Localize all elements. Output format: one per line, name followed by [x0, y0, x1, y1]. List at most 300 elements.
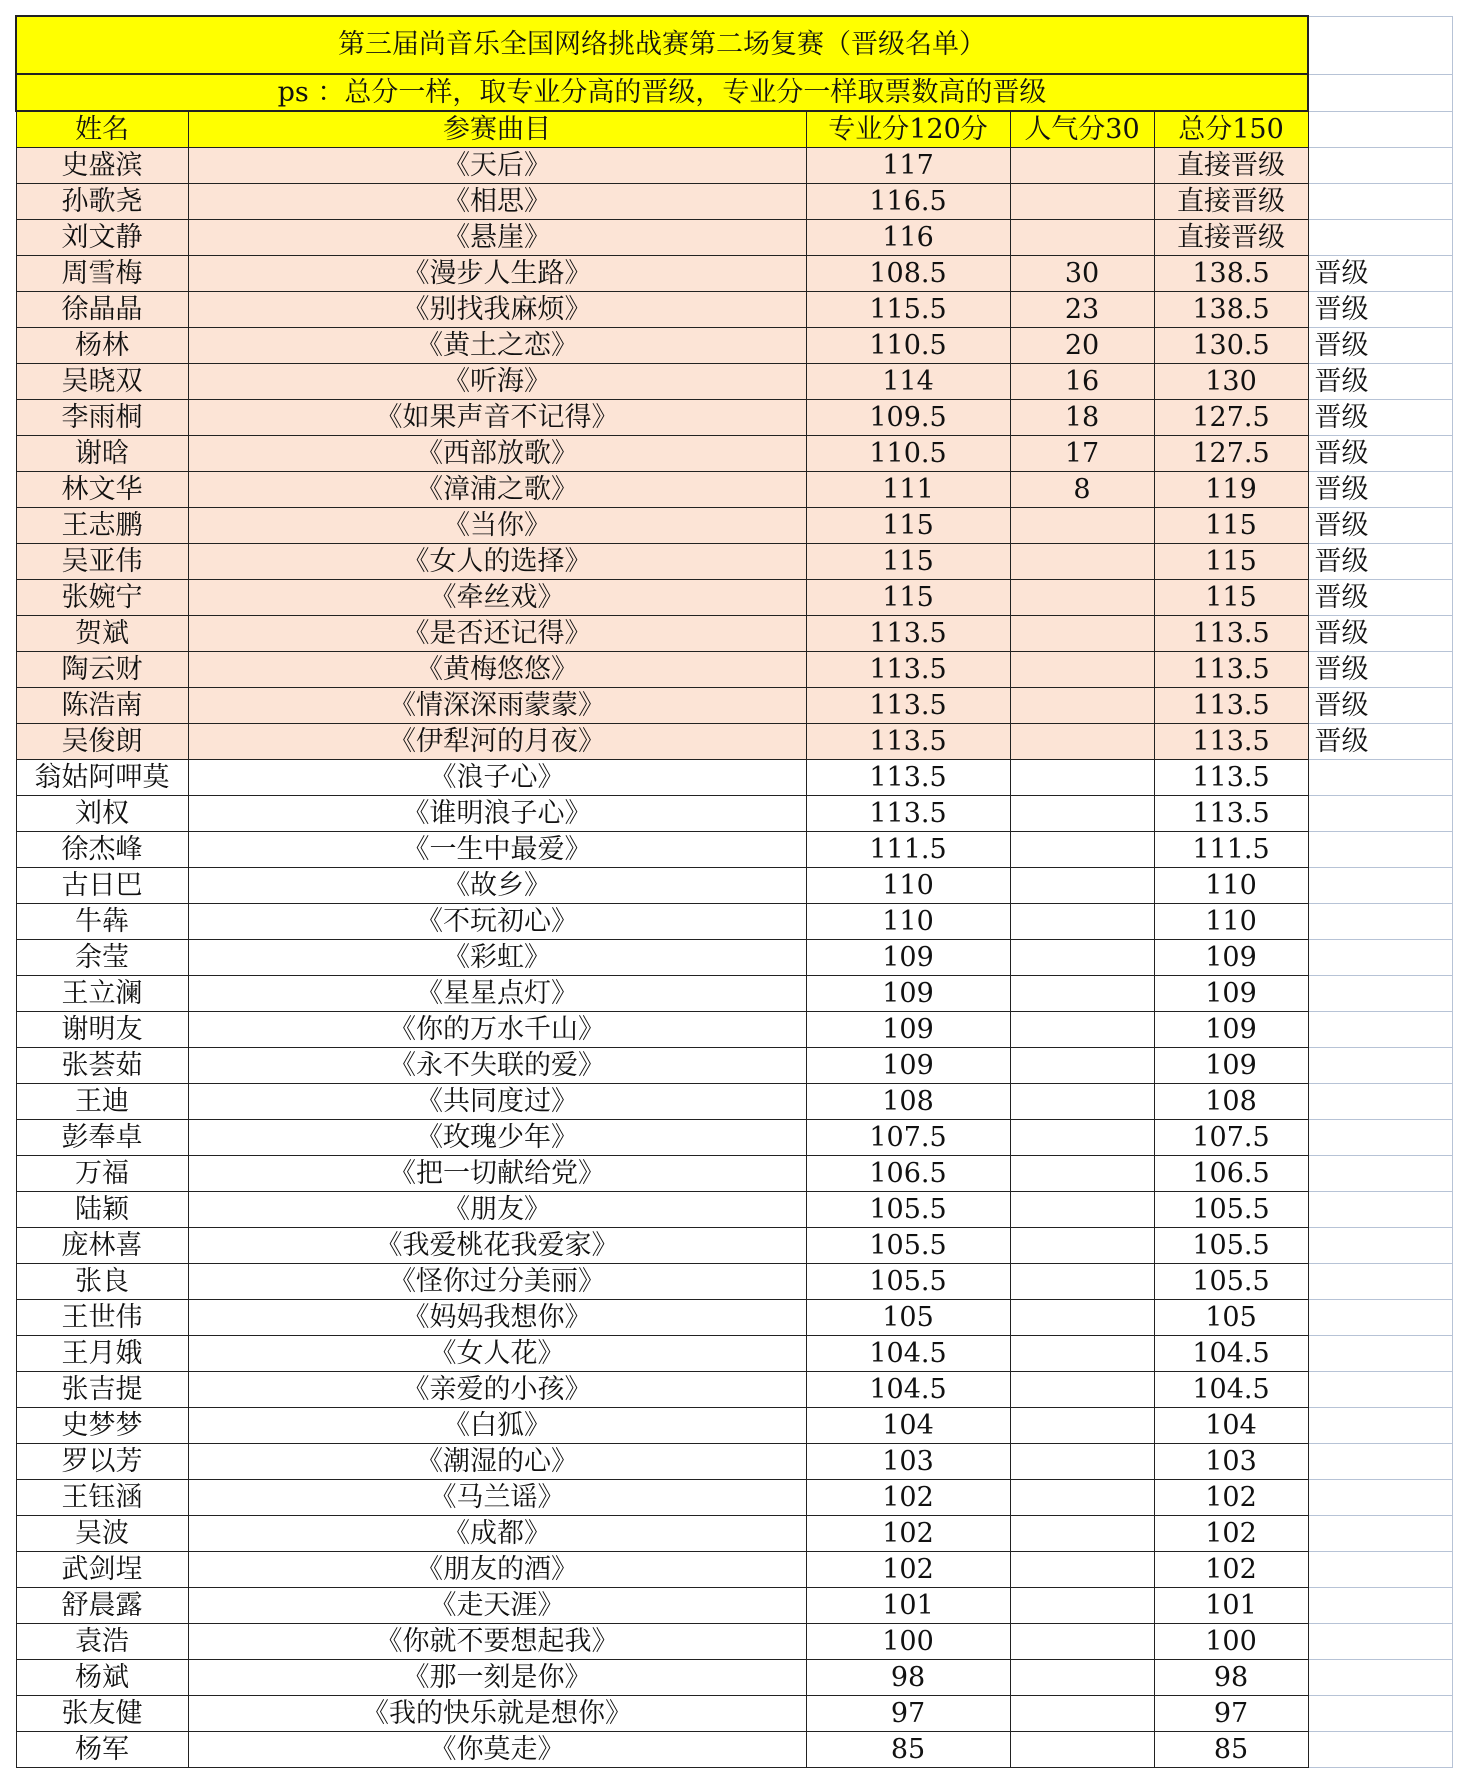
cell-song[interactable]: 《天后》 [188, 148, 806, 184]
cell-total[interactable]: 108 [1154, 1084, 1308, 1120]
cell-pop-score[interactable]: 18 [1010, 400, 1154, 436]
cell-total[interactable]: 85 [1154, 1732, 1308, 1768]
cell-status[interactable] [1308, 1264, 1452, 1300]
cell-status[interactable]: 晋级 [1308, 436, 1452, 472]
table-row [16, 256, 1452, 292]
cell-total[interactable]: 105.5 [1154, 1228, 1308, 1264]
cell-pro-score[interactable]: 109 [806, 976, 1010, 1012]
cell-status[interactable] [1308, 1192, 1452, 1228]
cell-total[interactable]: 130.5 [1154, 328, 1308, 364]
cell-status[interactable] [1308, 1156, 1452, 1192]
table-row [16, 1552, 1452, 1588]
col-header-song[interactable]: 参赛曲目 [188, 111, 806, 148]
cell-status[interactable]: 晋级 [1308, 580, 1452, 616]
cell-total[interactable]: 103 [1154, 1444, 1308, 1480]
cell-status[interactable]: 晋级 [1308, 544, 1452, 580]
cell-song[interactable]: 《怪你过分美丽》 [188, 1264, 806, 1300]
cell-song[interactable]: 《漳浦之歌》 [188, 472, 806, 508]
cell-pro-score[interactable]: 110.5 [806, 328, 1010, 364]
cell-name[interactable]: 刘权 [16, 796, 188, 832]
cell-total[interactable]: 113.5 [1154, 688, 1308, 724]
cell-status[interactable] [1308, 1048, 1452, 1084]
cell-name[interactable]: 万福 [16, 1156, 188, 1192]
cell-pop-score[interactable] [1010, 868, 1154, 904]
cell-name[interactable]: 王迪 [16, 1084, 188, 1120]
cell-name[interactable]: 史梦梦 [16, 1408, 188, 1444]
cell-name[interactable]: 王志鹏 [16, 508, 188, 544]
cell-song[interactable]: 《你的万水千山》 [188, 1012, 806, 1048]
cell-pop-score[interactable] [1010, 220, 1154, 256]
cell-total[interactable]: 102 [1154, 1516, 1308, 1552]
cell-pop-score[interactable]: 23 [1010, 292, 1154, 328]
cell-pro-score[interactable]: 107.5 [806, 1120, 1010, 1156]
cell-status[interactable] [1308, 796, 1452, 832]
cell-total[interactable]: 109 [1154, 940, 1308, 976]
rule-note[interactable]: ps ：总分一样，取专业分高的晋级，专业分一样取票数高的晋级 [16, 74, 1308, 111]
table-row [16, 832, 1452, 868]
cell-pro-score[interactable]: 105.5 [806, 1192, 1010, 1228]
cell-song[interactable]: 《走天涯》 [188, 1588, 806, 1624]
cell-status[interactable]: 晋级 [1308, 472, 1452, 508]
cell-pro-score[interactable]: 102 [806, 1516, 1010, 1552]
cell-status[interactable] [1308, 976, 1452, 1012]
cell-pop-score[interactable]: 30 [1010, 256, 1154, 292]
table-row [16, 1336, 1452, 1372]
cell-song[interactable]: 《马兰谣》 [188, 1480, 806, 1516]
cell-song[interactable]: 《你就不要想起我》 [188, 1624, 806, 1660]
cell-total[interactable]: 115 [1154, 580, 1308, 616]
cell-pop-score[interactable] [1010, 1588, 1154, 1624]
empty-cell[interactable] [1308, 16, 1452, 74]
cell-pro-score[interactable]: 111 [806, 472, 1010, 508]
cell-name[interactable]: 陆颖 [16, 1192, 188, 1228]
cell-status[interactable] [1308, 1516, 1452, 1552]
cell-song[interactable]: 《共同度过》 [188, 1084, 806, 1120]
cell-pop-score[interactable] [1010, 148, 1154, 184]
empty-cell[interactable] [1308, 111, 1452, 148]
cell-pop-score[interactable] [1010, 580, 1154, 616]
cell-pro-score[interactable]: 115 [806, 544, 1010, 580]
cell-name[interactable]: 张吉提 [16, 1372, 188, 1408]
cell-song[interactable]: 《漫步人生路》 [188, 256, 806, 292]
cell-pop-score[interactable] [1010, 1264, 1154, 1300]
table-row [16, 292, 1452, 328]
cell-total[interactable]: 109 [1154, 1012, 1308, 1048]
cell-pro-score[interactable]: 115 [806, 508, 1010, 544]
cell-total[interactable]: 113.5 [1154, 796, 1308, 832]
cell-status[interactable] [1308, 1480, 1452, 1516]
cell-song[interactable]: 《相思》 [188, 184, 806, 220]
cell-total[interactable]: 102 [1154, 1552, 1308, 1588]
cell-name[interactable]: 古日巴 [16, 868, 188, 904]
cell-total[interactable]: 106.5 [1154, 1156, 1308, 1192]
cell-name[interactable]: 庞林喜 [16, 1228, 188, 1264]
cell-pro-score[interactable]: 101 [806, 1588, 1010, 1624]
cell-pro-score[interactable]: 113.5 [806, 688, 1010, 724]
cell-pro-score[interactable]: 110.5 [806, 436, 1010, 472]
cell-name[interactable]: 杨斌 [16, 1660, 188, 1696]
cell-total[interactable]: 113.5 [1154, 760, 1308, 796]
cell-status[interactable] [1308, 1696, 1452, 1732]
cell-status[interactable] [1308, 1408, 1452, 1444]
cell-song[interactable]: 《朋友的酒》 [188, 1552, 806, 1588]
table-row [16, 1048, 1452, 1084]
cell-status[interactable]: 晋级 [1308, 328, 1452, 364]
cell-song[interactable]: 《谁明浪子心》 [188, 796, 806, 832]
cell-total[interactable]: 100 [1154, 1624, 1308, 1660]
cell-name[interactable]: 吴晓双 [16, 364, 188, 400]
cell-name[interactable]: 王立澜 [16, 976, 188, 1012]
cell-song[interactable]: 《女人花》 [188, 1336, 806, 1372]
cell-pop-score[interactable] [1010, 1552, 1154, 1588]
cell-song[interactable]: 《黄土之恋》 [188, 328, 806, 364]
cell-pro-score[interactable]: 85 [806, 1732, 1010, 1768]
cell-pop-score[interactable] [1010, 1696, 1154, 1732]
cell-total[interactable]: 110 [1154, 868, 1308, 904]
table-row [16, 940, 1452, 976]
cell-total[interactable]: 113.5 [1154, 616, 1308, 652]
cell-total[interactable]: 102 [1154, 1480, 1308, 1516]
table-row [16, 1408, 1452, 1444]
cell-status[interactable] [1308, 1120, 1452, 1156]
table-row [16, 1228, 1452, 1264]
cell-total[interactable]: 105.5 [1154, 1192, 1308, 1228]
table-row [16, 796, 1452, 832]
cell-total[interactable]: 127.5 [1154, 436, 1308, 472]
cell-song[interactable]: 《玫瑰少年》 [188, 1120, 806, 1156]
cell-pro-score[interactable]: 105.5 [806, 1228, 1010, 1264]
cell-song[interactable]: 《一生中最爱》 [188, 832, 806, 868]
cell-total[interactable]: 直接晋级 [1154, 220, 1308, 256]
cell-total[interactable]: 109 [1154, 976, 1308, 1012]
cell-song[interactable]: 《伊犁河的月夜》 [188, 724, 806, 760]
cell-pop-score[interactable] [1010, 1192, 1154, 1228]
cell-song[interactable]: 《朋友》 [188, 1192, 806, 1228]
cell-total[interactable]: 直接晋级 [1154, 184, 1308, 220]
cell-pro-score[interactable]: 115 [806, 580, 1010, 616]
cell-name[interactable]: 周雪梅 [16, 256, 188, 292]
table-row [16, 328, 1452, 364]
cell-pop-score[interactable] [1010, 724, 1154, 760]
cell-pop-score[interactable] [1010, 508, 1154, 544]
cell-pop-score[interactable] [1010, 1012, 1154, 1048]
cell-pro-score[interactable]: 114 [806, 364, 1010, 400]
cell-status[interactable] [1308, 904, 1452, 940]
cell-pop-score[interactable] [1010, 796, 1154, 832]
table-row [16, 220, 1452, 256]
cell-name[interactable]: 王月娥 [16, 1336, 188, 1372]
cell-status[interactable] [1308, 1336, 1452, 1372]
table-row [16, 724, 1452, 760]
cell-pop-score[interactable]: 16 [1010, 364, 1154, 400]
cell-pro-score[interactable]: 102 [806, 1552, 1010, 1588]
cell-total[interactable]: 直接晋级 [1154, 148, 1308, 184]
cell-name[interactable]: 舒晨露 [16, 1588, 188, 1624]
cell-pop-score[interactable] [1010, 652, 1154, 688]
cell-song[interactable]: 《西部放歌》 [188, 436, 806, 472]
cell-name[interactable]: 张良 [16, 1264, 188, 1300]
table-row [16, 544, 1452, 580]
cell-status[interactable] [1308, 1624, 1452, 1660]
cell-pop-score[interactable] [1010, 1372, 1154, 1408]
cell-total[interactable]: 138.5 [1154, 256, 1308, 292]
cell-pro-score[interactable]: 109 [806, 1012, 1010, 1048]
cell-song[interactable]: 《别找我麻烦》 [188, 292, 806, 328]
cell-total[interactable]: 130 [1154, 364, 1308, 400]
cell-pro-score[interactable]: 110 [806, 868, 1010, 904]
cell-pro-score[interactable]: 98 [806, 1660, 1010, 1696]
cell-status[interactable]: 晋级 [1308, 364, 1452, 400]
cell-total[interactable]: 113.5 [1154, 724, 1308, 760]
cell-pop-score[interactable]: 17 [1010, 436, 1154, 472]
cell-status[interactable] [1308, 868, 1452, 904]
col-header-pro-score[interactable]: 专业分120分 [806, 111, 1010, 148]
cell-pop-score[interactable] [1010, 1444, 1154, 1480]
cell-status[interactable] [1308, 1300, 1452, 1336]
cell-status[interactable]: 晋级 [1308, 292, 1452, 328]
cell-total[interactable]: 127.5 [1154, 400, 1308, 436]
cell-pro-score[interactable]: 108 [806, 1084, 1010, 1120]
cell-song[interactable]: 《悬崖》 [188, 220, 806, 256]
cell-name[interactable]: 袁浩 [16, 1624, 188, 1660]
cell-pro-score[interactable]: 104 [806, 1408, 1010, 1444]
cell-pop-score[interactable] [1010, 976, 1154, 1012]
cell-status[interactable]: 晋级 [1308, 724, 1452, 760]
cell-pop-score[interactable]: 20 [1010, 328, 1154, 364]
cell-pop-score[interactable] [1010, 1516, 1154, 1552]
cell-pro-score[interactable]: 103 [806, 1444, 1010, 1480]
cell-song[interactable]: 《我爱桃花我爱家》 [188, 1228, 806, 1264]
cell-status[interactable] [1308, 1372, 1452, 1408]
cell-song[interactable]: 《彩虹》 [188, 940, 806, 976]
table-row [16, 1192, 1452, 1228]
cell-song[interactable]: 《听海》 [188, 364, 806, 400]
cell-pop-score[interactable] [1010, 1228, 1154, 1264]
table-row [16, 1696, 1452, 1732]
cell-song[interactable]: 《故乡》 [188, 868, 806, 904]
table-row [16, 472, 1452, 508]
cell-song[interactable]: 《浪子心》 [188, 760, 806, 796]
cell-song[interactable]: 《不玩初心》 [188, 904, 806, 940]
cell-name[interactable]: 张婉宁 [16, 580, 188, 616]
table-row [16, 652, 1452, 688]
cell-pop-score[interactable] [1010, 1048, 1154, 1084]
cell-status[interactable] [1308, 1012, 1452, 1048]
cell-name[interactable]: 武剑埕 [16, 1552, 188, 1588]
cell-song[interactable]: 《妈妈我想你》 [188, 1300, 806, 1336]
cell-pop-score[interactable] [1010, 1084, 1154, 1120]
cell-status[interactable] [1308, 1588, 1452, 1624]
cell-name[interactable]: 吴俊朗 [16, 724, 188, 760]
cell-pro-score[interactable]: 102 [806, 1480, 1010, 1516]
cell-song[interactable]: 《潮湿的心》 [188, 1444, 806, 1480]
cell-name[interactable]: 张荟茹 [16, 1048, 188, 1084]
cell-pop-score[interactable] [1010, 1120, 1154, 1156]
cell-song[interactable]: 《成都》 [188, 1516, 806, 1552]
cell-status[interactable] [1308, 148, 1452, 184]
cell-song[interactable]: 《牵丝戏》 [188, 580, 806, 616]
cell-song[interactable]: 《如果声音不记得》 [188, 400, 806, 436]
cell-name[interactable]: 杨林 [16, 328, 188, 364]
cell-pro-score[interactable]: 105 [806, 1300, 1010, 1336]
cell-name[interactable]: 谢明友 [16, 1012, 188, 1048]
cell-name[interactable]: 徐晶晶 [16, 292, 188, 328]
cell-name[interactable]: 王世伟 [16, 1300, 188, 1336]
cell-song[interactable]: 《星星点灯》 [188, 976, 806, 1012]
cell-name[interactable]: 张友健 [16, 1696, 188, 1732]
cell-status[interactable] [1308, 184, 1452, 220]
cell-status[interactable] [1308, 832, 1452, 868]
cell-song[interactable]: 《你莫走》 [188, 1732, 806, 1768]
cell-name[interactable]: 谢晗 [16, 436, 188, 472]
cell-pro-score[interactable]: 113.5 [806, 616, 1010, 652]
cell-pop-score[interactable] [1010, 688, 1154, 724]
cell-name[interactable]: 吴亚伟 [16, 544, 188, 580]
cell-pro-score[interactable]: 109 [806, 940, 1010, 976]
cell-total[interactable]: 109 [1154, 1048, 1308, 1084]
cell-pro-score[interactable]: 104.5 [806, 1372, 1010, 1408]
cell-pop-score[interactable] [1010, 1624, 1154, 1660]
cell-total[interactable]: 98 [1154, 1660, 1308, 1696]
cell-name[interactable]: 罗以芳 [16, 1444, 188, 1480]
cell-song[interactable]: 《是否还记得》 [188, 616, 806, 652]
cell-pro-score[interactable]: 113.5 [806, 760, 1010, 796]
cell-pro-score[interactable]: 106.5 [806, 1156, 1010, 1192]
col-header-name[interactable]: 姓名 [16, 111, 188, 148]
cell-name[interactable]: 吴波 [16, 1516, 188, 1552]
cell-name[interactable]: 余莹 [16, 940, 188, 976]
cell-status[interactable]: 晋级 [1308, 508, 1452, 544]
cell-total[interactable]: 104.5 [1154, 1336, 1308, 1372]
cell-name[interactable]: 牛犇 [16, 904, 188, 940]
cell-name[interactable]: 林文华 [16, 472, 188, 508]
cell-pro-score[interactable]: 116 [806, 220, 1010, 256]
cell-status[interactable]: 晋级 [1308, 400, 1452, 436]
cell-song[interactable]: 《那一刻是你》 [188, 1660, 806, 1696]
col-header-pop-score[interactable]: 人气分30 [1010, 111, 1154, 148]
results-spreadsheet [15, 15, 1453, 1768]
cell-pop-score[interactable]: 8 [1010, 472, 1154, 508]
cell-pro-score[interactable]: 111.5 [806, 832, 1010, 868]
cell-total[interactable]: 115 [1154, 508, 1308, 544]
cell-song[interactable]: 《当你》 [188, 508, 806, 544]
cell-pro-score[interactable]: 117 [806, 148, 1010, 184]
cell-name[interactable]: 陶云财 [16, 652, 188, 688]
cell-name[interactable]: 刘文静 [16, 220, 188, 256]
cell-song[interactable]: 《亲爱的小孩》 [188, 1372, 806, 1408]
cell-song[interactable]: 《白狐》 [188, 1408, 806, 1444]
cell-pop-score[interactable] [1010, 544, 1154, 580]
cell-song[interactable]: 《永不失联的爱》 [188, 1048, 806, 1084]
sheet-title[interactable]: 第三届尚音乐全国网络挑战赛第二场复赛（晋级名单） [16, 16, 1308, 74]
cell-total[interactable]: 97 [1154, 1696, 1308, 1732]
cell-pro-score[interactable]: 110 [806, 904, 1010, 940]
cell-total[interactable]: 113.5 [1154, 652, 1308, 688]
cell-song[interactable]: 《黄梅悠悠》 [188, 652, 806, 688]
cell-total[interactable]: 111.5 [1154, 832, 1308, 868]
cell-pop-score[interactable] [1010, 1732, 1154, 1768]
cell-name[interactable]: 彭奉卓 [16, 1120, 188, 1156]
cell-pop-score[interactable] [1010, 1156, 1154, 1192]
cell-pro-score[interactable]: 104.5 [806, 1336, 1010, 1372]
cell-pro-score[interactable]: 97 [806, 1696, 1010, 1732]
cell-pro-score[interactable]: 105.5 [806, 1264, 1010, 1300]
cell-pop-score[interactable] [1010, 760, 1154, 796]
cell-pop-score[interactable] [1010, 1336, 1154, 1372]
cell-song[interactable]: 《我的快乐就是想你》 [188, 1696, 806, 1732]
cell-status[interactable]: 晋级 [1308, 256, 1452, 292]
cell-status[interactable]: 晋级 [1308, 652, 1452, 688]
cell-name[interactable]: 陈浩南 [16, 688, 188, 724]
cell-total[interactable]: 104 [1154, 1408, 1308, 1444]
cell-status[interactable] [1308, 220, 1452, 256]
cell-pop-score[interactable] [1010, 832, 1154, 868]
cell-pro-score[interactable]: 113.5 [806, 796, 1010, 832]
cell-pop-score[interactable] [1010, 1300, 1154, 1336]
cell-total[interactable]: 110 [1154, 904, 1308, 940]
cell-pop-score[interactable] [1010, 940, 1154, 976]
cell-pop-score[interactable] [1010, 184, 1154, 220]
cell-name[interactable]: 徐杰峰 [16, 832, 188, 868]
cell-name[interactable]: 史盛滨 [16, 148, 188, 184]
cell-status[interactable] [1308, 760, 1452, 796]
empty-cell[interactable] [1308, 74, 1452, 111]
cell-pop-score[interactable] [1010, 616, 1154, 652]
cell-pro-score[interactable]: 109 [806, 1048, 1010, 1084]
cell-status[interactable] [1308, 1084, 1452, 1120]
cell-name[interactable]: 李雨桐 [16, 400, 188, 436]
col-header-total[interactable]: 总分150 [1154, 111, 1308, 148]
cell-total[interactable]: 101 [1154, 1588, 1308, 1624]
cell-pro-score[interactable]: 116.5 [806, 184, 1010, 220]
cell-name[interactable]: 杨军 [16, 1732, 188, 1768]
cell-total[interactable]: 119 [1154, 472, 1308, 508]
cell-status[interactable]: 晋级 [1308, 688, 1452, 724]
cell-pro-score[interactable]: 109.5 [806, 400, 1010, 436]
cell-total[interactable]: 105.5 [1154, 1264, 1308, 1300]
cell-status[interactable] [1308, 1552, 1452, 1588]
cell-status[interactable] [1308, 1732, 1452, 1768]
cell-pop-score[interactable] [1010, 1480, 1154, 1516]
table-row [16, 1444, 1452, 1480]
cell-pop-score[interactable] [1010, 904, 1154, 940]
cell-total[interactable]: 115 [1154, 544, 1308, 580]
cell-total[interactable]: 104.5 [1154, 1372, 1308, 1408]
cell-name[interactable]: 翁姑阿呷莫 [16, 760, 188, 796]
cell-total[interactable]: 107.5 [1154, 1120, 1308, 1156]
cell-total[interactable]: 138.5 [1154, 292, 1308, 328]
cell-song[interactable]: 《情深深雨蒙蒙》 [188, 688, 806, 724]
cell-pro-score[interactable]: 113.5 [806, 724, 1010, 760]
cell-pro-score[interactable]: 100 [806, 1624, 1010, 1660]
cell-name[interactable]: 孙歌尧 [16, 184, 188, 220]
cell-song[interactable]: 《把一切献给党》 [188, 1156, 806, 1192]
cell-total[interactable]: 105 [1154, 1300, 1308, 1336]
cell-name[interactable]: 王钰涵 [16, 1480, 188, 1516]
cell-song[interactable]: 《女人的选择》 [188, 544, 806, 580]
cell-status[interactable] [1308, 1444, 1452, 1480]
cell-status[interactable] [1308, 940, 1452, 976]
cell-name[interactable]: 贺斌 [16, 616, 188, 652]
cell-status[interactable] [1308, 1660, 1452, 1696]
cell-pro-score[interactable]: 115.5 [806, 292, 1010, 328]
cell-pro-score[interactable]: 108.5 [806, 256, 1010, 292]
cell-pop-score[interactable] [1010, 1408, 1154, 1444]
cell-status[interactable] [1308, 1228, 1452, 1264]
cell-status[interactable]: 晋级 [1308, 616, 1452, 652]
cell-pro-score[interactable]: 113.5 [806, 652, 1010, 688]
cell-pop-score[interactable] [1010, 1660, 1154, 1696]
